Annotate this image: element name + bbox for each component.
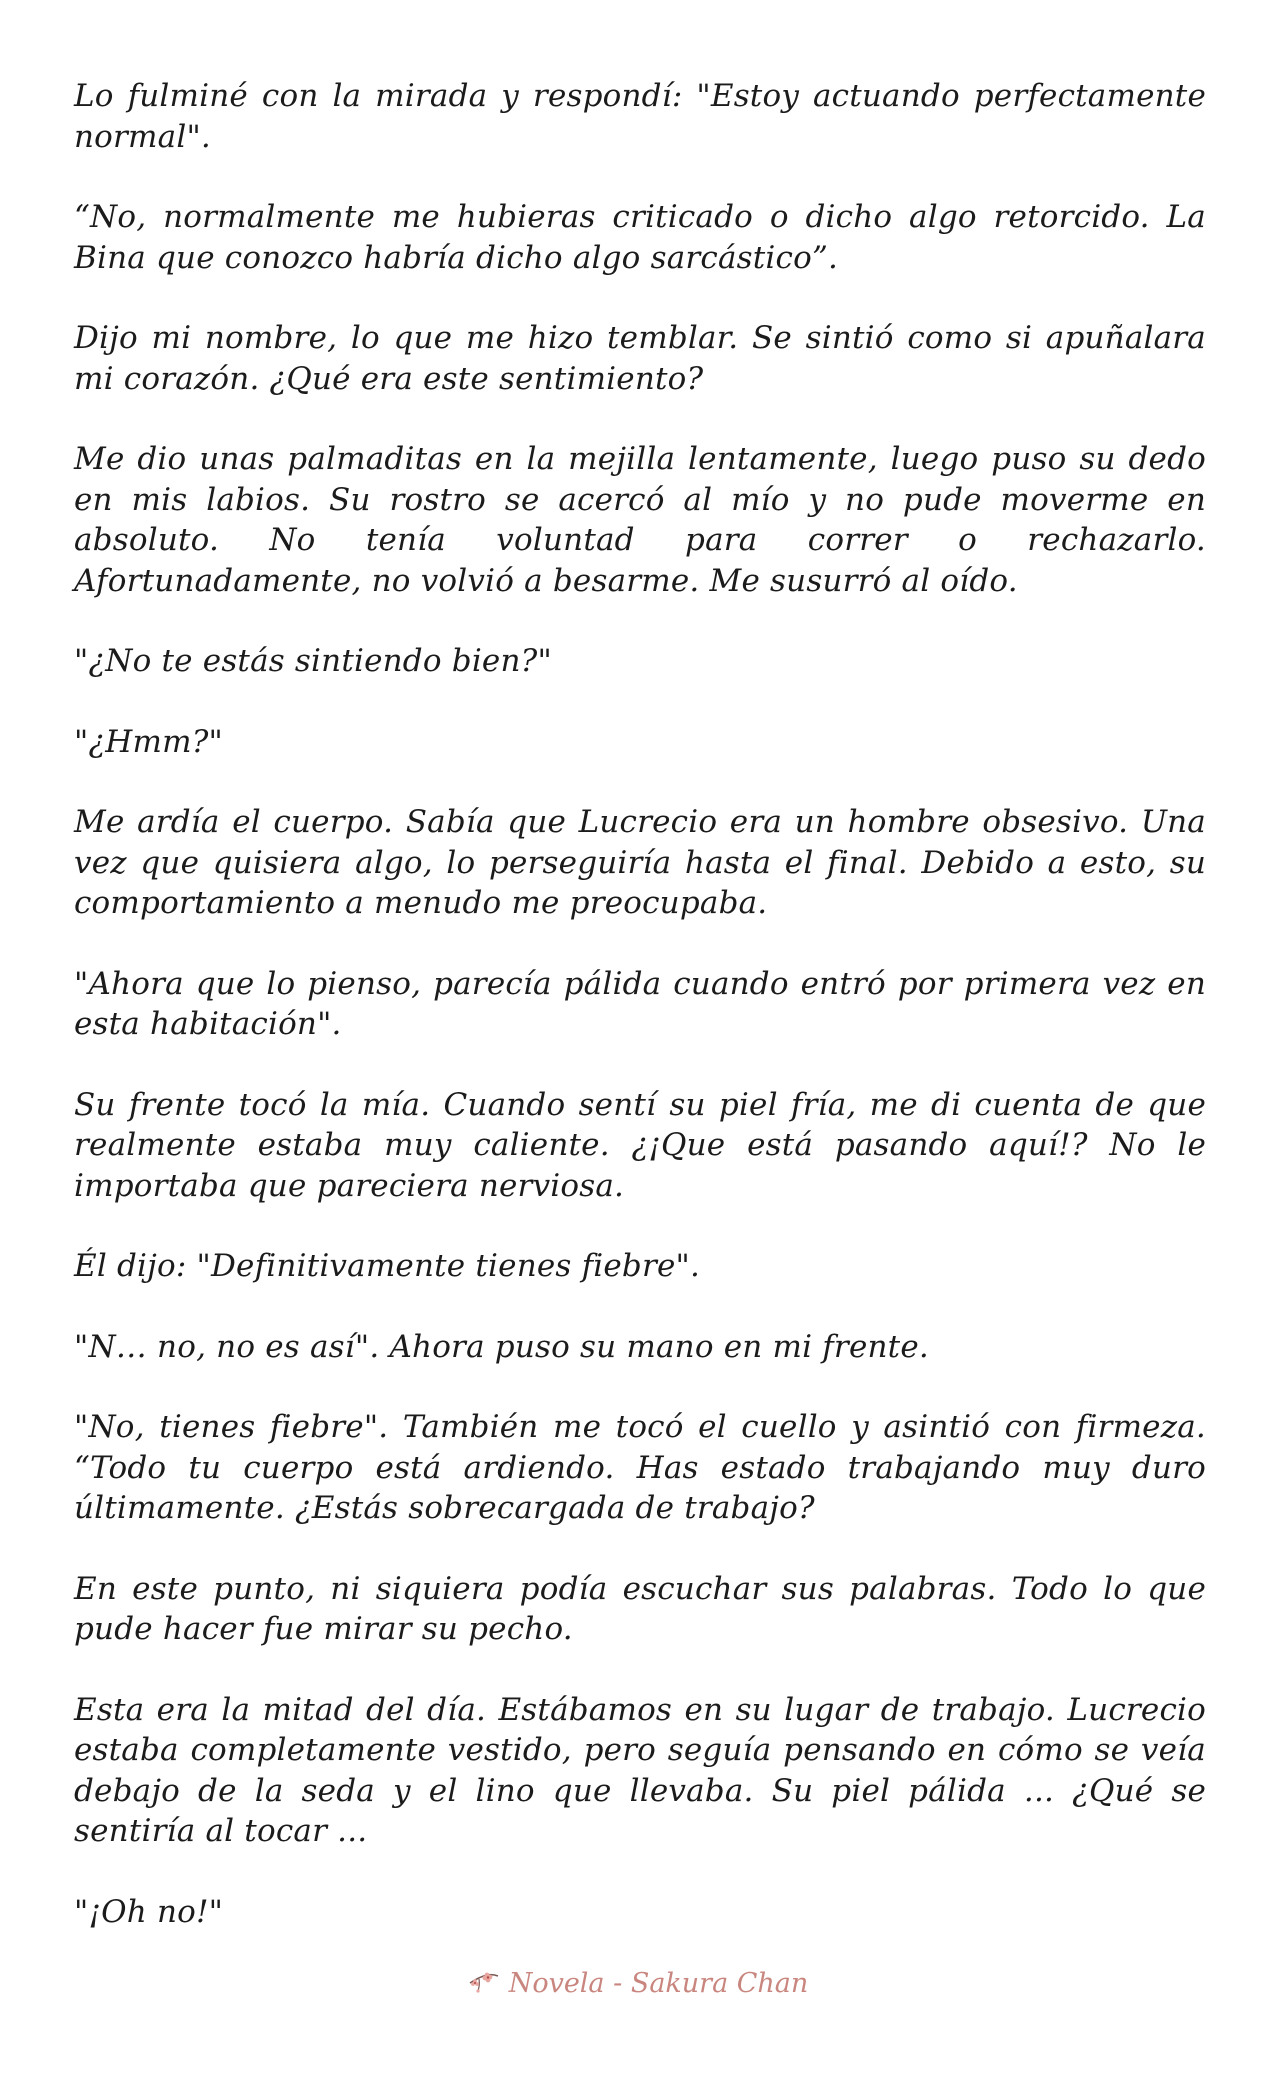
paragraph: Me dio unas palmaditas en la mejilla lentamente, luego puso su dedo en mis labios. Su rostro se acercó al mío y no pude moverme en absoluto. No tenía voluntad para correr o rechazarlo. Afortunadamente, no volvió a besarme. Me susurró al oído. [74, 441, 1206, 599]
paragraph: Lo fulminé con la mirada y respondí: "Estoy actuando perfectamente normal". [74, 78, 1206, 155]
watermark-footer [0, 1968, 1275, 2006]
body-text [74, 76, 1206, 1972]
watermark-text: Novela - Sakura Chan [508, 1968, 809, 1999]
paragraph: "¿Hmm?" [74, 723, 223, 760]
paragraph: Su frente tocó la mía. Cuando sentí su piel fría, me di cuenta de que realmente estaba muy caliente. ¿¡Que está pasando aquí!? No le importaba que pareciera nerviosa. [74, 1086, 1206, 1204]
paragraph: "N… no, no es así". Ahora puso su mano en mi frente. [74, 1328, 929, 1365]
paragraph: Dijo mi nombre, lo que me hizo temblar. Se sintió como si apuñalara mi corazón. ¿Qué era este sentimiento? [74, 320, 1206, 397]
paragraph: Esta era la mitad del día. Estábamos en su lugar de trabajo. Lucrecio estaba completamente vestido, pero seguía pensando en cómo se veía debajo de la seda y el lino que llevaba. Su piel pálida ... ¿Qué se sentiría al tocar ... [74, 1691, 1206, 1849]
paragraph: "¡Oh no!" [74, 1893, 224, 1930]
paragraph: "No, tienes fiebre". También me tocó el cuello y asintió con firmeza. “Todo tu cuerpo está ardiendo. Has estado trabajando muy duro últimamente. ¿Estás sobrecargada de trabajo? [74, 1409, 1206, 1526]
paragraph: Me ardía el cuerpo. Sabía que Lucrecio era un hombre obsesivo. Una vez que quisiera algo, lo perseguiría hasta el final. Debido a esto, su comportamiento a menudo me preocupaba. [74, 804, 1206, 921]
paragraph: "Ahora que lo pienso, parecía pálida cuando entró por primera vez en esta habitación". [74, 965, 1206, 1042]
paragraph: "¿No te estás sintiendo bien?" [74, 643, 552, 679]
paragraph: “No, normalmente me hubieras criticado o dicho algo retorcido. La Bina que conozco habría dicho algo sarcástico”. [74, 199, 1206, 276]
paragraph: Él dijo: "Definitivamente tienes fiebre". [74, 1248, 701, 1284]
cherry-blossom-icon [467, 1969, 501, 1999]
paragraph: En este punto, ni siquiera podía escuchar sus palabras. Todo lo que pude hacer fue mirar su pecho. [74, 1570, 1206, 1647]
